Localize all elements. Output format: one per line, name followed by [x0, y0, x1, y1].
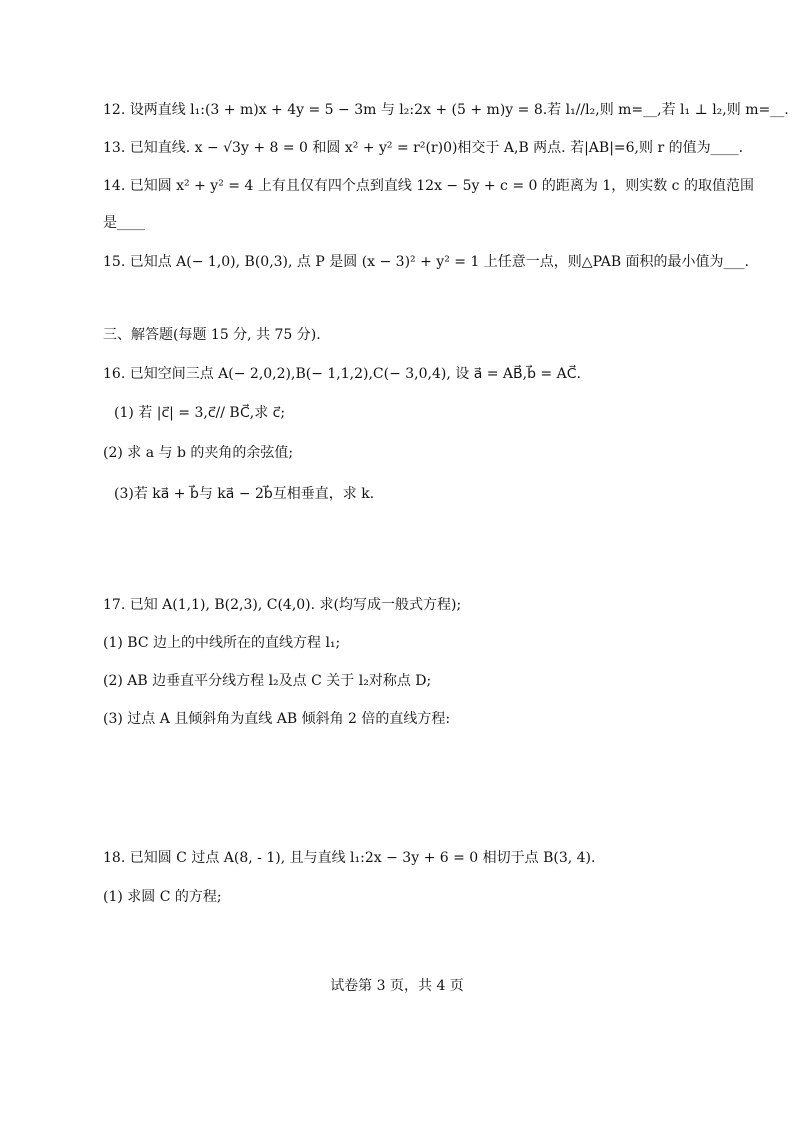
question-13: 13. 已知直线. x − √3y + 8 = 0 和圆 x² + y² = r²(r)0)相交于 A,B 两点. 若|AB|=6,则 r 的值为____.	[103, 140, 744, 156]
question-16-part-1: (1) 若 |c⃗| = 3,c⃗// BC⃗,求 c⃗;	[114, 405, 286, 421]
question-17-part-1: (1) BC 边上的中线所在的直线方程 l₁;	[103, 635, 341, 651]
question-17-part-2: (2) AB 边垂直平分线方程 l₂及点 C 关于 l₂对称点 D;	[103, 673, 432, 689]
page-footer: 试卷第 3 页，共 4 页	[330, 978, 464, 994]
question-16-part-2: (2) 求 a 与 b 的夹角的余弦值;	[103, 445, 294, 461]
question-17-part-3: (3) 过点 A 且倾斜角为直线 AB 倾斜角 2 倍的直线方程:	[103, 711, 451, 727]
question-14: 14. 已知圆 x² + y² = 4 上有且仅有四个点到直线 12x − 5y + c = 0 的距离为 1，则实数 c 的取值范围	[103, 178, 754, 194]
section-heading: 三、解答题(每题 15 分, 共 75 分).	[103, 327, 321, 343]
question-12: 12. 设两直线 l₁:(3 + m)x + 4y = 5 − 3m 与 l₂:2x + (5 + m)y = 8.若 l₁//l₂,则 m=__,若 l₁ ⊥ l₂,则 m=__.	[103, 102, 789, 118]
question-17: 17. 已知 A(1,1), B(2,3), C(4,0). 求(均写成一般式方程);	[103, 597, 462, 613]
question-14-continued: 是____	[103, 215, 145, 231]
question-16: 16. 已知空间三点 A(− 2,0,2),B(− 1,1,2),C(− 3,0,4), 设 a⃗ = AB⃗,b⃗ = AC⃗.	[103, 366, 581, 382]
question-18: 18. 已知圆 C 过点 A(8, - 1), 且与直线 l₁:2x − 3y + 6 = 0 相切于点 B(3, 4).	[103, 850, 596, 866]
question-18-part-1: (1) 求圆 C 的方程;	[103, 889, 222, 905]
question-15: 15. 已知点 A(− 1,0), B(0,3), 点 P 是圆 (x − 3)² + y² = 1 上任意一点，则△PAB 面积的最小值为___.	[103, 254, 750, 270]
question-16-part-3: (3)若 ka⃗ + b⃗与 ka⃗ − 2b⃗互相垂直，求 k.	[114, 486, 375, 502]
